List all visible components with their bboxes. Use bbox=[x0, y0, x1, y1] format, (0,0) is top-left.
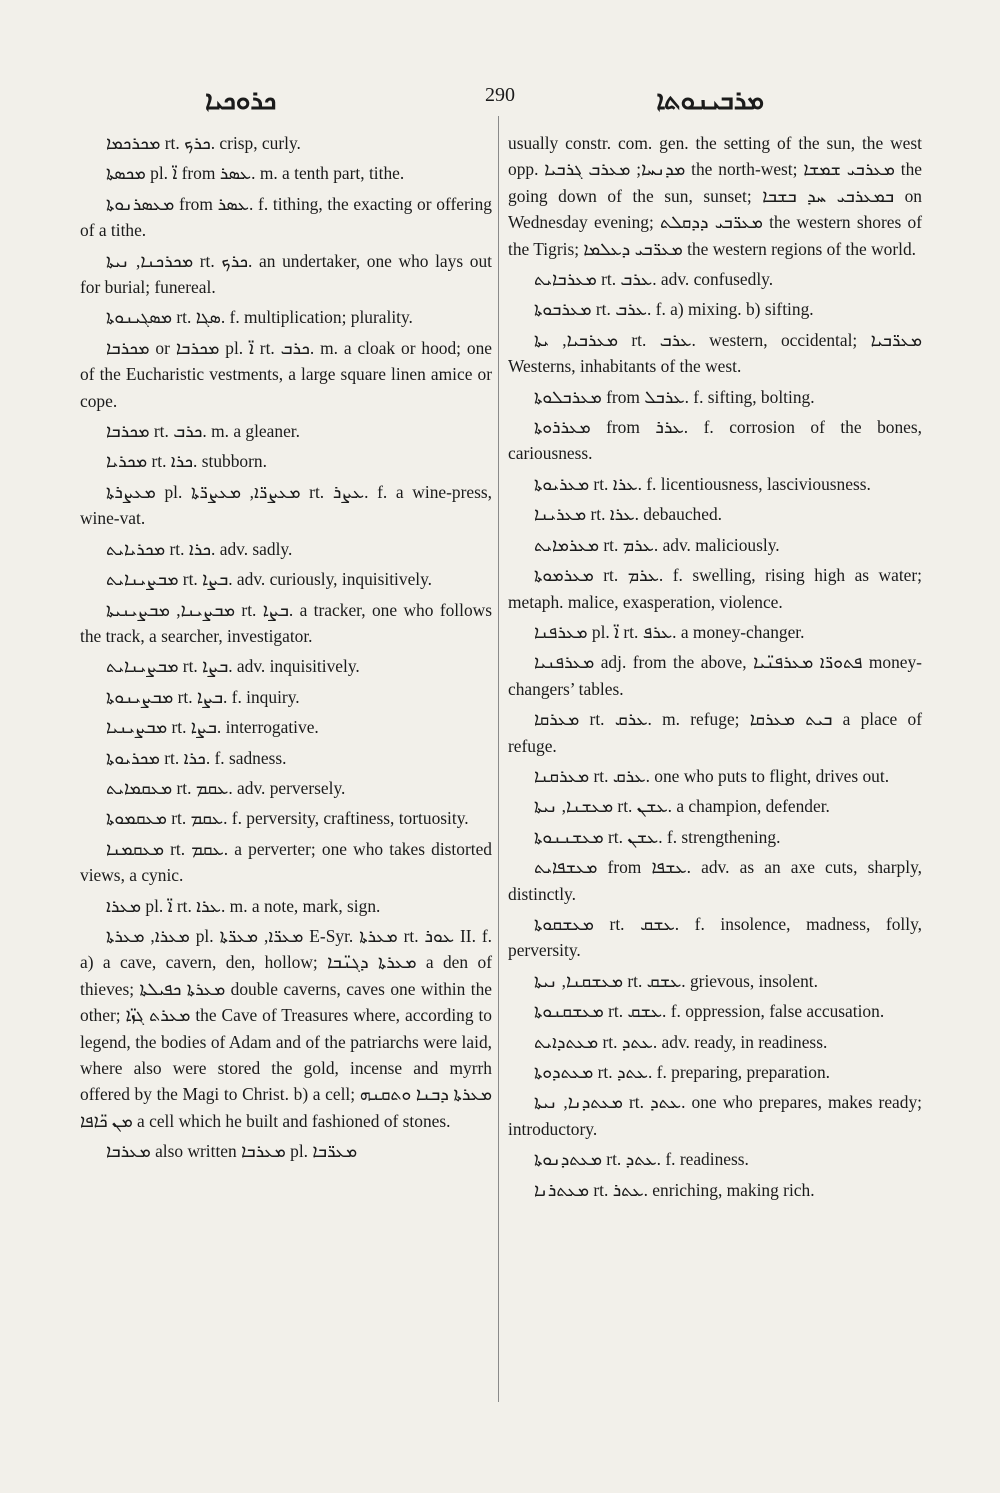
dictionary-entry: ܡܥܫܢܐ, ܢܝܬܐ rt. ܥܫܢ. a champion, defender. bbox=[534, 796, 830, 817]
dictionary-entry: ܡܥܪܐ pl. ܐ̈ rt. ܥܪܐ. m. a note, mark, sign. bbox=[106, 895, 381, 916]
left-column bbox=[80, 130, 492, 1169]
right-column bbox=[508, 130, 922, 1207]
dictionary-entry: ܡܥܬܕܘܬܐ rt. ܥܬܕ. f. preparing, preparation. bbox=[534, 1062, 830, 1082]
dictionary-entry: ܡܣܓܝܢܘܬܐ rt. ܣܓܐ. f. multiplication; plurality. bbox=[106, 307, 413, 328]
dictionary-entry: ܡܒܨܝܢܐܝܬ rt. ܒܨܐ. adv. inquisitively. bbox=[106, 656, 360, 677]
dictionary-entry: ܡܥܩܡܐܝܬ rt. ܥܩܡ. adv. perversely. bbox=[106, 777, 346, 798]
dictionary-entry: ܡܥܪܦܢܝܐ adj. from the above, ܦܬܘܪ̈ܐ ܡܥܪܦܢ̈ܝܐ money-changers’ tables. bbox=[508, 652, 922, 699]
dictionary-entry: ܡܥܪܡܐܝܬ rt. ܥܪܡ. adv. maliciously. bbox=[534, 534, 780, 555]
dictionary-entry: ܡܥܩܡܢܐ rt. ܥܩܡ. a perverter; one who takes distorted views, a cynic. bbox=[80, 838, 492, 886]
dictionary-entry: ܡܥܫܩܢܐ, ܢܝܬܐ rt. ܥܫܩ. grievous, insolent. bbox=[534, 970, 818, 991]
dictionary-entry: ܡܥܬܕܢܐ, ܢܝܬܐ rt. ܥܬܕ. one who prepares, makes ready; introductory. bbox=[508, 1092, 922, 1139]
dictionary-entry: ܡܥܫܦܐܝܬ from ܥܫܦܐ. adv. as an axe cuts, sharply, distinctly. bbox=[508, 857, 922, 904]
dictionary-entry: ܡܥܣܪܢܘܬܐ from ܥܣܪ. f. tithing, the exacting or offering of a tithe. bbox=[80, 193, 492, 241]
page-header bbox=[0, 84, 1000, 124]
dictionary-entry: ܡܥܨܪܬܐ pl. ܡܥܨܪ̈ܐ, ܡܥܨܪ̈ܬܐ rt. ܥܨܪ. f. a wine-press, wine-vat. bbox=[80, 481, 492, 529]
dictionary-entry: ܡܟܪܝܐܝܬ rt. ܟܪܐ. adv. sadly. bbox=[106, 538, 293, 559]
header-right-catchword: ܡܪܒܝܢܘܬܐ bbox=[656, 86, 764, 116]
dictionary-entry: ܡܟܪܒܐ rt. ܟܪܒ. m. a gleaner. bbox=[106, 421, 300, 442]
dictionary-entry: ܡܟܪܟܢܐ, ܢܝܬܐ rt. ܟܪܟ. an undertaker, one who lays out for burial; funereal. bbox=[80, 250, 492, 298]
dictionary-entry: ܡܥܪܐ, ܡܥܪܬܐ pl. ܡܥܪ̈ܐ, ܡܥܪ̈ܬܐ E-Syr. ܡܥܪܬܐ rt. ܥܘܪ II. f. a) a cave, cavern, den, hollow; ܡܥܪܬܐ ܕܓܢ̈ܒܐ a den of thieves; ܡܥܪܬܐ ܟܦܝܠܬܐ double caverns, caves one within the other; ܡܥܪܬ ܓܙ̈ܐ the Cave of Treasures where, according to legend, the bodies of Adam and of the patriarchs were laid, where also were stored the gold, incense and myrrh offered by the Magi to Christ. b) a cell; ܡܥܪܬܐ ܕܒܢܐ ܘܬܩܢܗ ܡܢ ܟ̈ܐܦܐ a cell which he built and fashioned of stones. bbox=[80, 925, 493, 1131]
dictionary-entry: ܡܟܪܝܐ rt. ܟܪܐ. stubborn. bbox=[106, 451, 267, 472]
dictionary-entry: ܡܒܨܝܢܐܝܬ rt. ܒܨܐ. adv. curiously, inquisitively. bbox=[106, 569, 433, 590]
dictionary-entry: ܡܟܣܬܐ pl. ܐ̈ from ܥܣܪ. m. a tenth part, tithe. bbox=[106, 163, 405, 184]
dictionary-entry: ܡܥܫܩܘܬܐ rt. ܥܫܩ. f. insolence, madness, folly, perversity. bbox=[508, 913, 922, 961]
dictionary-entry: ܡܥܪܝܘܬܐ rt. ܥܪܐ. f. licentiousness, lasciviousness. bbox=[534, 473, 871, 494]
page-number: 290 bbox=[485, 84, 515, 106]
header-left-catchword: ܟܪܘܟܝܐ bbox=[205, 86, 277, 116]
dictionary-entry: ܡܟܪܝܘܬܐ rt. ܟܪܐ. f. sadness. bbox=[106, 747, 287, 768]
column-divider bbox=[498, 116, 499, 1402]
dictionary-entry: ܡܥܪܒܠܘܬܐ from ܥܪܒܠ. f. sifting, bolting. bbox=[534, 386, 815, 407]
dictionary-entry: ܡܒܨܝܢܐ, ܡܒܨܝܢܝܬܐ rt. ܒܨܐ. a tracker, one who follows the track, a searcher, investigator. bbox=[80, 599, 492, 646]
dictionary-entry: ܡܒܨܝܢܘܬܐ rt. ܒܨܐ. f. inquiry. bbox=[106, 686, 300, 707]
dictionary-entry: ܡܥܫܢܢܘܬܐ rt. ܥܫܢ. f. strengthening. bbox=[534, 826, 781, 847]
dictionary-entry: ܡܥܪܝܢܐ rt. ܥܪܐ. debauched. bbox=[534, 504, 723, 525]
dictionary-entry: ܡܥܪܦܢܐ pl. ܐ̈ rt. ܥܪܦ. a money-changer. bbox=[534, 621, 805, 642]
dictionary-entry: ܡܥܪܒܐ also written ܡܥܪܒܐ pl. ܡܥܪ̈ܒܐ bbox=[106, 1141, 358, 1162]
dictionary-entry: ܡܥܫܩܢܘܬܐ rt. ܥܫܩ. f. oppression, false accusation. bbox=[534, 1001, 885, 1022]
dictionary-entry: ܡܥܬܕܢܘܬܐ rt. ܥܬܕ. f. readiness. bbox=[534, 1149, 749, 1170]
dictionary-entry: ܡܥܬܕܐܝܬ rt. ܥܬܕ. adv. ready, in readiness. bbox=[534, 1031, 828, 1052]
dictionary-entry: ܡܟܪܒܐ or ܡܟܪܒܐ pl. ܐ̈ rt. ܟܪܒ. m. a cloak or hood; one of the Eucharistic vestments, a large square linen amice or cope. bbox=[80, 337, 492, 411]
dictionary-entry: ܡܥܪܩܢܐ rt. ܥܪܩ. one who puts to flight, drives out. bbox=[534, 765, 890, 786]
dictionary-entry: ܡܥܪܪܘܬܐ from ܥܪܪ. f. corrosion of the bones, cariousness. bbox=[508, 417, 922, 464]
dictionary-entry: ܡܥܩܡܘܬܐ rt. ܥܩܡ. f. perversity, craftiness, tortuosity. bbox=[106, 808, 469, 829]
dictionary-entry: ܡܥܪܒܘܬܐ rt. ܥܪܒ. f. a) mixing. b) sifting. bbox=[534, 299, 814, 320]
dictionary-entry: ܡܥܪܩܐ rt. ܥܪܩ. m. refuge; ܒܝܬ ܡܥܪܩܐ a place of refuge. bbox=[508, 709, 922, 756]
dictionary-entry: ܡܒܨܝܢܝܐ rt. ܒܨܐ. interrogative. bbox=[106, 717, 319, 738]
dictionary-entry: ܡܥܪܒܝܐ, ܝܬܐ rt. ܥܪܒ. western, occidental; ܡܥܪ̈ܒܝܐ Westerns, inhabitants of the west. bbox=[508, 329, 922, 377]
dictionary-entry: ܡܥܬܪܢܐ rt. ܥܬܪ. enriching, making rich. bbox=[534, 1179, 815, 1200]
dictionary-entry: ܡܟܪܟܡܐ rt. ܟܪܟ. crisp, curly. bbox=[106, 133, 301, 153]
dictionary-entry: ܡܥܪܡܘܬܐ rt. ܥܪܡ. f. swelling, rising high as water; metaph. malice, exasperation, violence. bbox=[508, 565, 922, 612]
dictionary-entry: ܡܥܪܒܐܝܬ rt. ܥܪܒ. adv. confusedly. bbox=[534, 269, 774, 290]
dictionary-entry: usually constr. com. gen. the setting of the sun, the west opp. ܡܕܢܚܐ; ܡܥܪܒ ܓܪܒܝܐ the north-west; ܡܥܪܒܝ ܫܡܫܐ the going down of the sun, sunset; ܒܡܥܪܒܝ ܚܕ ܒܫܒܐ on Wednesday evening; ܡܥܪ̈ܒܝ ܕܕܩܠܬ the western shores of the Tigris; ܡܥܪ̈ܒܝ ܕܥܠܡܐ the western regions of the world. bbox=[508, 133, 922, 259]
